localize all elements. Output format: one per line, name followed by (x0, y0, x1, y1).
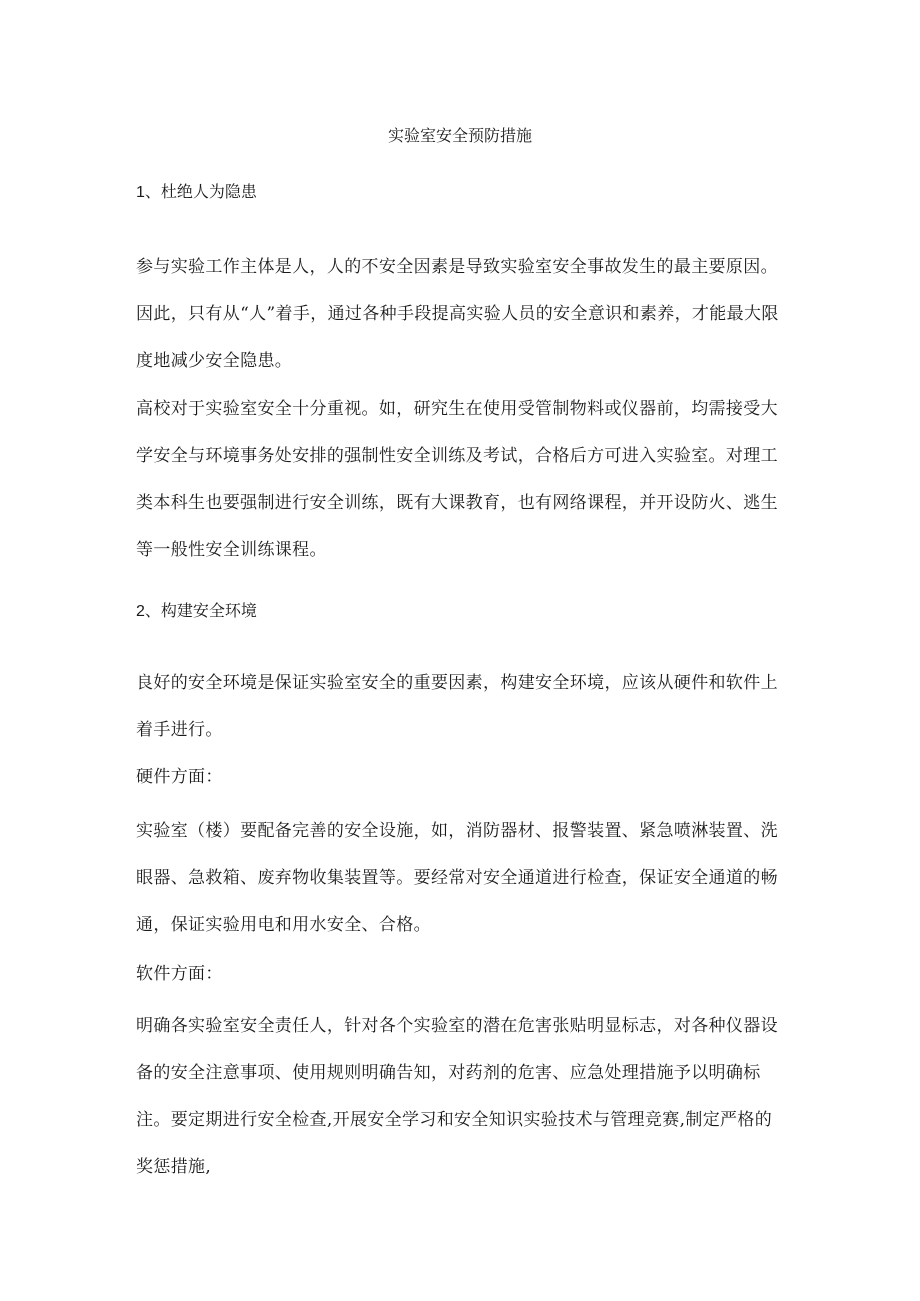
section-number-2: 2、 (136, 603, 161, 620)
paragraph-hardware: 实验室（楼）要配备完善的安全设施，如，消防器材、报警装置、紧急喷淋装置、洗眼器、急救箱、废弃物收集装置等。要经常对安全通道进行检查，保证安全通道的畅通，保证实验用电和用水安全、合格。 (136, 821, 778, 935)
section-number-1: 1、 (136, 184, 161, 201)
section-title-1: 杜绝人为隐患 (160, 182, 257, 201)
section-heading-1 (136, 180, 257, 205)
label-software: 软件方面： (136, 964, 223, 984)
paragraph-university-training: 高校对于实验室安全十分重视。如，研究生在使用受管制物料或仪器前，均需接受大学安全与环境事务处安排的强制性安全训练及考试，合格后方可进入实验室。对理工类本科生也要强制进行安全训练，既有大课教育，也有网络课程，并开设防火、逃生等一般性安全训练课程。 (136, 399, 778, 560)
section-title-2: 构建安全环境 (160, 601, 257, 620)
paragraph-software: 明确各实验室安全责任人，针对各个实验室的潜在危害张贴明显标志，对各种仪器设备的安全注意事项、使用规则明确告知，对药剂的危害、应急处理措施予以明确标注。要定期进行安全检查,开展安全学习和安全知识实验技术与管理竞赛,制定严格的奖惩措施, (136, 1016, 778, 1177)
document-title: 实验室安全预防措施 (387, 126, 532, 145)
paragraph-environment-intro: 良好的安全环境是保证实验室安全的重要因素，构建安全环境，应该从硬件和软件上着手进行。 (136, 673, 778, 740)
section-heading-2 (136, 599, 257, 624)
label-hardware: 硬件方面： (136, 767, 223, 787)
paragraph-human-factor: 参与实验工作主体是人，人的不安全因素是导致实验室安全事故发生的最主要原因。因此，只有从“人”着手，通过各种手段提高实验人员的安全意识和素养，才能最大限度地减少安全隐患。 (136, 257, 779, 371)
